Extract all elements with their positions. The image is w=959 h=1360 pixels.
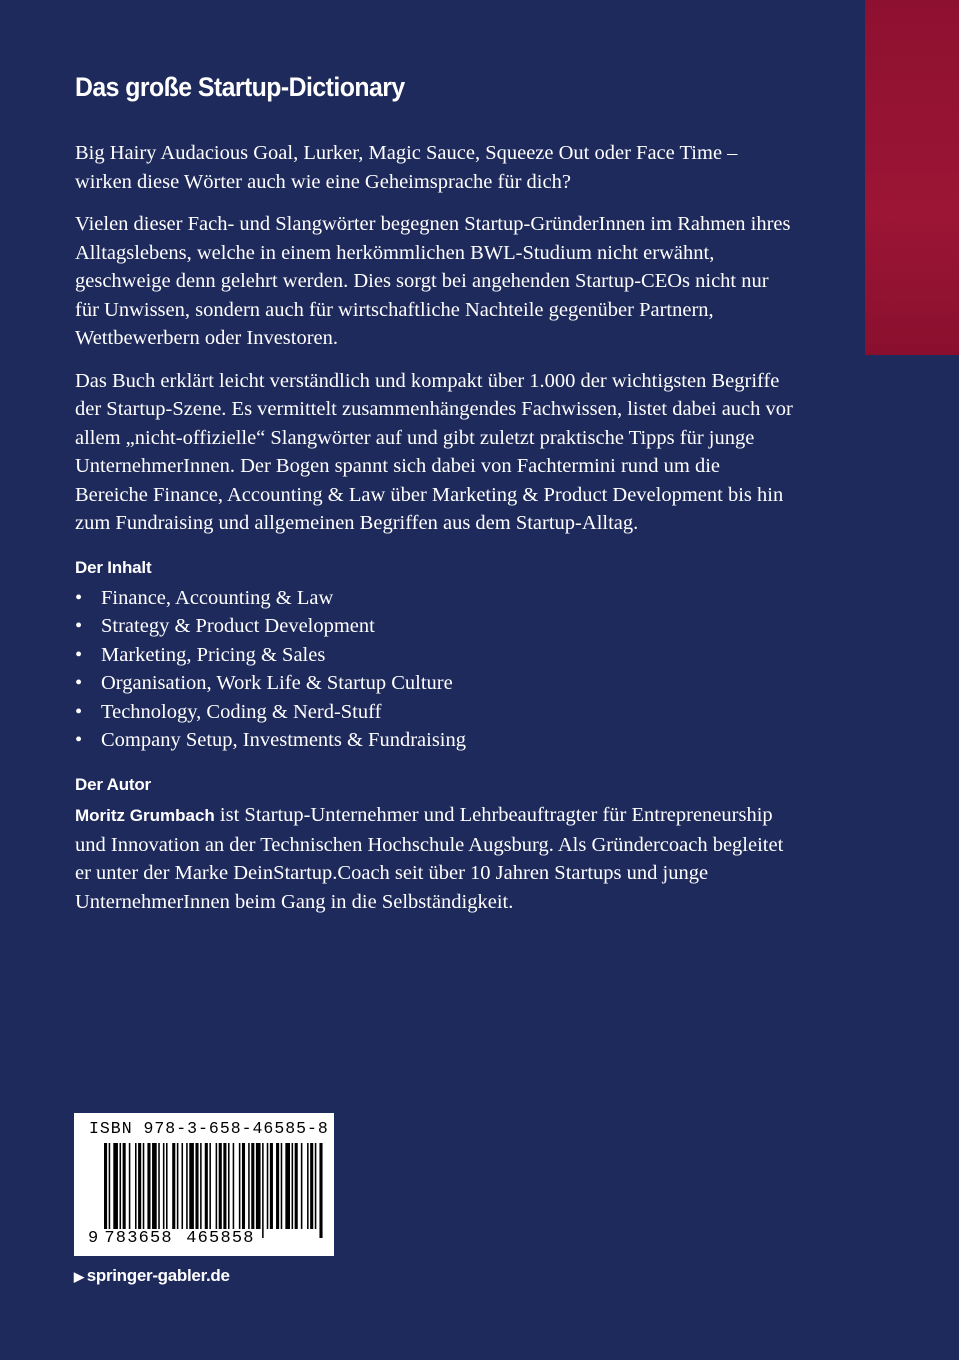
barcode-digit-first: 9 bbox=[88, 1229, 100, 1248]
barcode-bar bbox=[152, 1143, 157, 1229]
barcode-bar bbox=[307, 1143, 309, 1229]
barcode-bar bbox=[205, 1143, 208, 1229]
barcode-bar bbox=[256, 1143, 261, 1229]
bullet-icon: • bbox=[75, 729, 83, 752]
barcode-bar bbox=[186, 1143, 188, 1229]
barcode-digit-group-2: 465858 bbox=[186, 1229, 255, 1248]
barcode-bar bbox=[233, 1143, 235, 1229]
author-heading: Der Autor bbox=[75, 775, 151, 795]
list-item bbox=[75, 612, 795, 641]
book-title: Das große Startup-Dictionary bbox=[75, 72, 405, 102]
barcode-bar bbox=[223, 1143, 226, 1229]
bullet-icon: • bbox=[75, 615, 83, 638]
barcode-bar bbox=[315, 1143, 317, 1229]
barcode-bar bbox=[113, 1143, 118, 1229]
barcode-bar bbox=[189, 1143, 194, 1229]
publisher-website[interactable] bbox=[74, 1266, 230, 1286]
barcode-bar bbox=[242, 1143, 245, 1229]
barcode-bar bbox=[109, 1143, 111, 1238]
barcode-bar bbox=[138, 1143, 141, 1229]
contents-heading: Der Inhalt bbox=[75, 557, 152, 577]
arrow-right-icon: ▶ bbox=[74, 1269, 84, 1284]
barcode-bar bbox=[195, 1143, 198, 1229]
author-bio bbox=[75, 801, 795, 916]
isbn-label: ISBN 978-3-658-46585-8 bbox=[89, 1119, 329, 1138]
barcode-bars bbox=[74, 1143, 334, 1238]
barcode-bar bbox=[251, 1143, 254, 1229]
barcode-bar bbox=[219, 1143, 222, 1229]
author-bio-text: ist Startup-Unternehmer und Lehrbeauftragter für Entrepreneurship und Innovation an der Technischen Hochschule Augsburg. Als Gründercoach begleitet er unter der Marke DeinStartup.Coach seit über 10 Jahren Startups und junge UnternehmerInnen beim Gang in die Selbständigkeit. bbox=[75, 804, 784, 913]
contents-list bbox=[75, 584, 795, 756]
barcode-bar bbox=[120, 1143, 122, 1229]
barcode-bar bbox=[172, 1143, 175, 1229]
list-item-label: Company Setup, Investments & Fundraising bbox=[101, 729, 466, 752]
barcode-bar bbox=[177, 1143, 179, 1229]
accent-band bbox=[865, 0, 959, 355]
barcode-bar bbox=[216, 1143, 218, 1229]
summary-paragraph: Das Buch erklärt leicht verständlich und kompakt über 1.000 der wichtigsten Begriffe der Startup-Szene. Es vermittelt zusammenhängendes Fachwissen, listet dabei auch vor allem „nicht-offizielle“ Slangwörter auf und gibt zuletzt praktische Tipps für junge UnternehmerInnen. Der Bogen spannt sich dabei von Fachtermini rund um die Bereiche Finance, Accounting & Law über Marketing & Product Development bis hin zum Fundraising und allgemeinen Begriffen aus dem Startup-Alltag. bbox=[75, 369, 793, 534]
barcode-bar bbox=[135, 1143, 137, 1229]
list-item-label: Marketing, Pricing & Sales bbox=[101, 643, 326, 666]
barcode-bar bbox=[143, 1143, 145, 1229]
barcode-bar bbox=[239, 1143, 241, 1229]
list-item-label: Strategy & Product Development bbox=[101, 615, 375, 638]
barcode-bar bbox=[276, 1143, 279, 1229]
author-name: Moritz Grumbach bbox=[75, 806, 215, 826]
list-item-label: Technology, Coding & Nerd-Stuff bbox=[101, 700, 382, 723]
barcode-bar bbox=[182, 1143, 184, 1229]
website-text: springer-gabler.de bbox=[86, 1266, 230, 1285]
back-cover-text bbox=[75, 72, 795, 930]
barcode-bar bbox=[104, 1143, 107, 1238]
bullet-icon: • bbox=[75, 700, 83, 723]
list-item-label: Finance, Accounting & Law bbox=[101, 586, 334, 609]
bullet-icon: • bbox=[75, 672, 83, 695]
list-item bbox=[75, 669, 795, 698]
barcode-bar bbox=[285, 1143, 290, 1229]
list-item bbox=[75, 726, 795, 755]
barcode-bar bbox=[200, 1143, 202, 1229]
list-item bbox=[75, 584, 795, 613]
isbn-barcode bbox=[74, 1113, 334, 1256]
barcode-bar bbox=[166, 1143, 168, 1229]
barcode-digits bbox=[88, 1229, 256, 1248]
description-paragraph: Vielen dieser Fach- und Slangwörter begegnen Startup-GründerInnen im Rahmen ihres Alltagslebens, welche in einem herkömmlichen BWL-Studium nicht erwähnt, geschweige denn gelehrt werden. Dies sorgt bei angehenden Startup-CEOs nicht nur für Unwissen, sondern auch für wirtschaftliche Nachteile gegenüber Partnern, Wettbewerbern oder Investoren. bbox=[75, 213, 791, 349]
barcode-bar bbox=[319, 1143, 322, 1238]
barcode-digit-group-1: 783658 bbox=[104, 1229, 173, 1248]
barcode-bar bbox=[147, 1143, 150, 1229]
list-item bbox=[75, 698, 795, 727]
barcode-bar bbox=[123, 1143, 126, 1229]
barcode-bar bbox=[292, 1143, 294, 1229]
list-item-label: Organisation, Work Life & Startup Culture bbox=[101, 672, 453, 695]
barcode-bar bbox=[209, 1143, 211, 1229]
barcode-bar bbox=[228, 1143, 230, 1229]
barcode-bar bbox=[158, 1143, 160, 1229]
barcode-bar bbox=[301, 1143, 303, 1229]
barcode-bar bbox=[281, 1143, 283, 1229]
barcode-bar bbox=[295, 1143, 298, 1229]
barcode-bar bbox=[262, 1143, 264, 1238]
barcode-bar bbox=[129, 1143, 131, 1229]
bullet-icon: • bbox=[75, 586, 83, 609]
barcode-bar bbox=[310, 1143, 313, 1229]
barcode-bar bbox=[267, 1143, 269, 1229]
list-item bbox=[75, 641, 795, 670]
bullet-icon: • bbox=[75, 643, 83, 666]
barcode-bar bbox=[248, 1143, 250, 1229]
barcode-bar bbox=[163, 1143, 165, 1229]
intro-paragraph: Big Hairy Audacious Goal, Lurker, Magic Sauce, Squeeze Out oder Face Time – wirken diese Wörter auch wie eine Geheimsprache für dich? bbox=[75, 142, 738, 193]
barcode-bar bbox=[270, 1143, 273, 1229]
